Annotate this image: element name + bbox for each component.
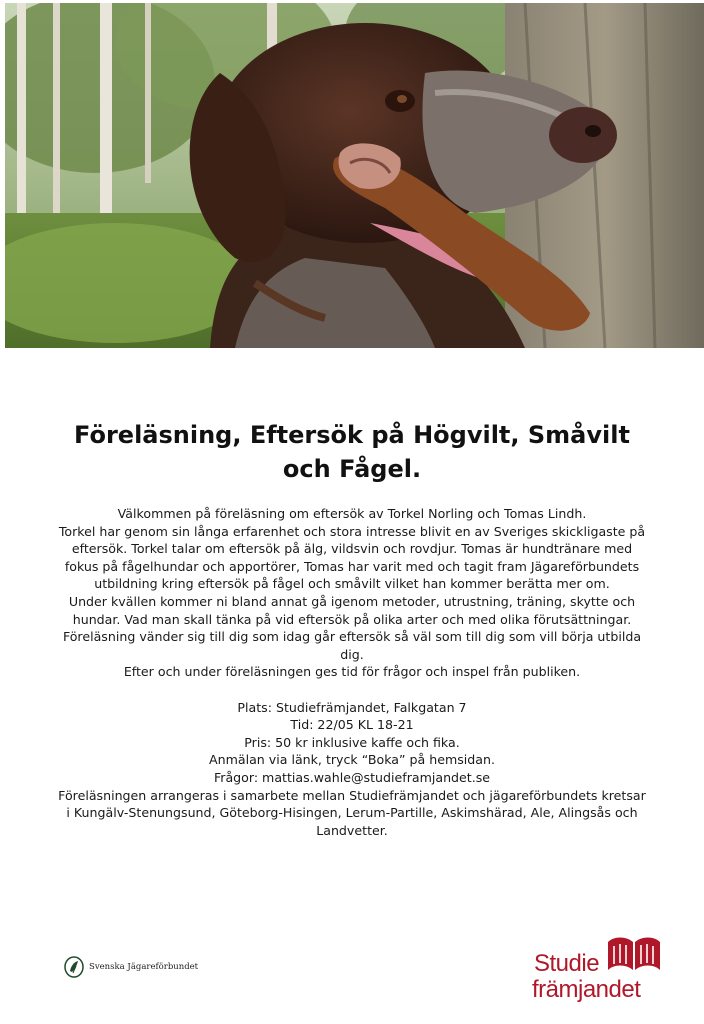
hero-photo — [5, 3, 704, 348]
jagareforbundet-name: Svenska Jägareförbundet — [89, 962, 199, 972]
studieframjandet-line-2: främjandet — [532, 976, 641, 1003]
intro-line: fokus på fågelhundar och apportörer, Tomas har varit med och tagit fram Jägareförbundets — [64, 558, 640, 574]
page-title — [40, 418, 664, 486]
intro-line: Torkel har genom sin långa erfarenhet och stora intresse blivit en av Sveriges skickligaste på — [58, 523, 646, 539]
jagareforbundet-logo — [64, 956, 198, 978]
detail-time: Tid: 22/05 KL 18-21 — [290, 717, 414, 733]
detail-questions: Frågor: mattias.wahle@studieframjandet.se — [213, 769, 491, 785]
detail-price: Pris: 50 kr inklusive kaffe och fika. — [244, 734, 460, 750]
title-line-2: och Fågel. — [282, 455, 422, 483]
books-mark-icon — [606, 934, 662, 974]
intro-line: dig. — [340, 646, 364, 662]
intro-line: Välkommen på föreläsning om eftersök av Torkel Norling och Tomas Lindh. — [117, 506, 587, 521]
footer-line: Landvetter. — [316, 822, 388, 838]
studieframjandet-logo — [528, 934, 668, 1006]
intro-line: Efter och under föreläsningen ges tid för frågor och inspel från publiken. — [123, 664, 581, 680]
spacer — [40, 681, 664, 699]
studieframjandet-line-1: Studie — [534, 950, 600, 977]
footer-line: i Kungälv-Stenungsund, Göteborg-Hisingen, Lerum-Partille, Askimshärad, Ale, Alingsås och — [66, 805, 638, 821]
event-description — [40, 505, 664, 839]
detail-place: Plats: Studiefrämjandet, Falkgatan 7 — [237, 699, 467, 715]
dog-with-bird-leg-photo — [5, 3, 704, 348]
intro-line: eftersök. Torkel talar om eftersök på älg, vildsvin och rovdjur. Tomas är hundtränare med — [71, 541, 633, 557]
detail-signup: Anmälan via länk, tryck “Boka” på hemsidan. — [208, 752, 495, 768]
title-line-1: Föreläsning, Eftersök på Högvilt, Småvilt — [74, 421, 630, 449]
footer-line: Föreläsningen arrangeras i samarbete mellan Studiefrämjandet och jägareförbundets kretsar — [58, 787, 646, 803]
jagareforbundet-emblem-icon — [64, 956, 84, 978]
intro-line: utbildning kring eftersök på fågel och småvilt vilket han kommer berätta mer om. — [94, 576, 610, 592]
intro-line: Föreläsning vänder sig till dig som idag går eftersök så väl som till dig som vill börja utbilda — [62, 629, 642, 645]
intro-line: Under kvällen kommer ni bland annat gå igenom metoder, utrustning, träning, skytte och — [68, 593, 636, 609]
intro-line: hundar. Vad man skall tänka på vid eftersök på olika arter och med olika förutsättningar. — [72, 611, 632, 627]
